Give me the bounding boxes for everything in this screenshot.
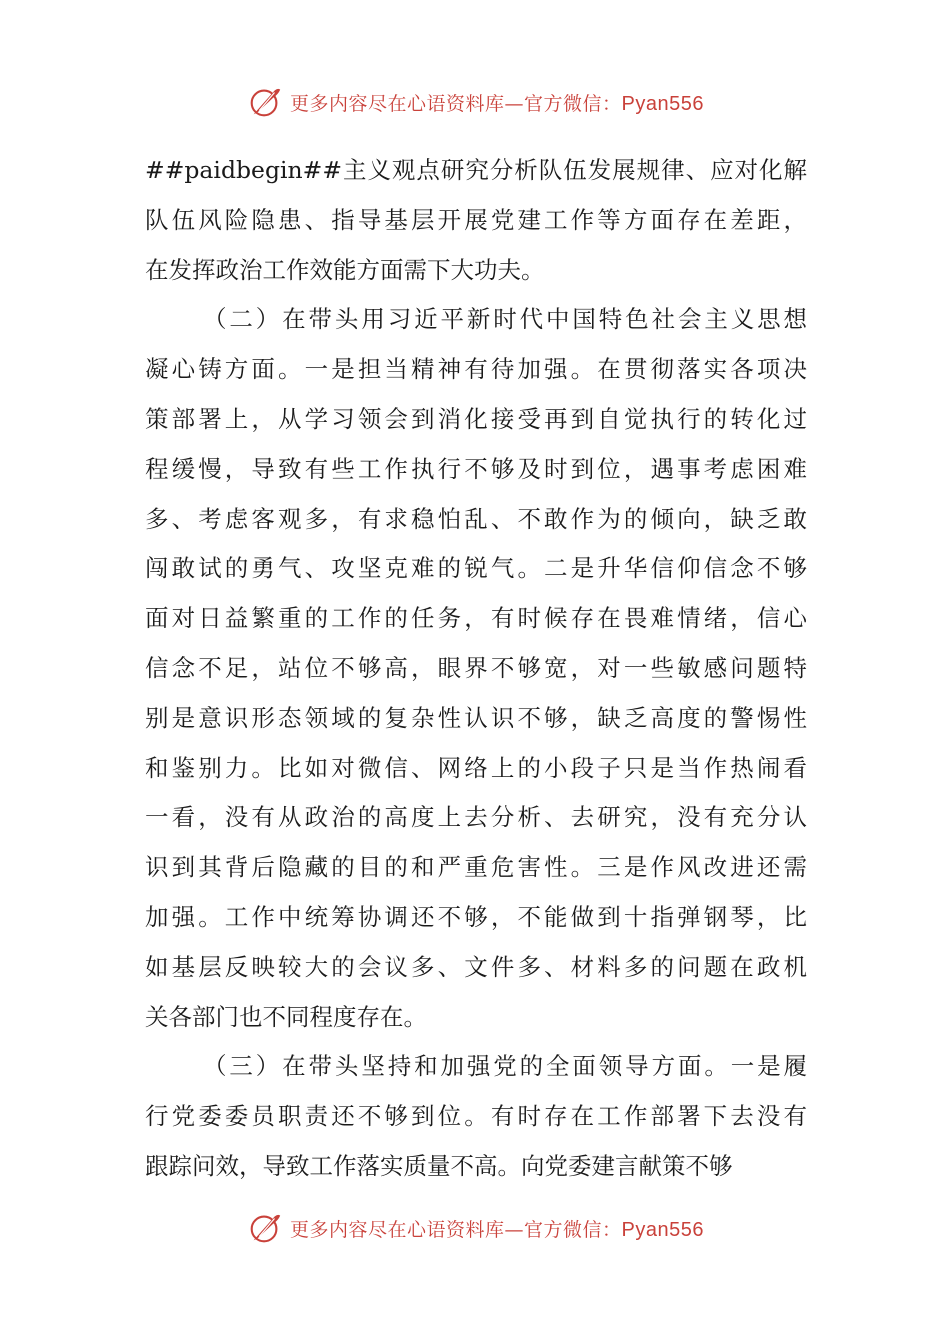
banner-text: 更多内容尽在心语资料库—官方微信：Pyan556 <box>290 1218 704 1241</box>
paragraph-line: 跟踪问效，导致工作落实质量不高。向党委建言献策不够 <box>145 1151 733 1180</box>
wechat-handle: Pyan556 <box>621 1218 704 1241</box>
paragraph-line: 凝心铸方面。一是担当精神有待加强。在贯彻落实各项决 <box>145 355 807 384</box>
header-banner <box>0 80 950 124</box>
document-body <box>145 146 807 1192</box>
footer-banner <box>0 1206 950 1250</box>
paragraph <box>145 295 807 1042</box>
paragraph-line: 在发挥政治工作效能方面需下大功夫。 <box>145 255 545 284</box>
paragraph-line: 和鉴别力。比如对微信、网络上的小段子只是当作热闹看 <box>145 753 807 782</box>
paragraph-line: 如基层反映较大的会议多、文件多、材料多的问题在政机 <box>145 952 807 981</box>
paragraph-line: （二）在带头用习近平新时代中国特色社会主义思想 <box>203 305 807 334</box>
paragraph-line: 程缓慢，导致有些工作执行不够及时到位，遇事考虑困难 <box>145 454 807 483</box>
paragraph <box>145 146 807 295</box>
paragraph <box>145 1042 807 1191</box>
paragraph-line: 识到其背后隐藏的目的和严重危害性。三是作风改进还需 <box>145 853 807 882</box>
quill-logo-icon <box>246 83 284 121</box>
paragraph-line: 闯敢试的勇气、攻坚克难的锐气。二是升华信仰信念不够 <box>145 554 807 583</box>
paragraph-line: 关各部门也不同程度存在。 <box>145 1002 427 1031</box>
paragraph-line: 信念不足，站位不够高，眼界不够宽，对一些敏感问题特 <box>145 653 807 682</box>
quill-logo-icon <box>246 1209 284 1247</box>
paragraph-line: 加强。工作中统筹协调还不够，不能做到十指弹钢琴，比 <box>145 902 807 931</box>
banner-text: 更多内容尽在心语资料库—官方微信：Pyan556 <box>290 92 704 115</box>
paragraph-line: 策部署上，从学习领会到消化接受再到自觉执行的转化过 <box>145 404 807 433</box>
paragraph-line: ##paidbegin##主义观点研究分析队伍发展规律、应对化解 <box>145 156 807 184</box>
paragraph-line: 一看，没有从政治的高度上去分析、去研究，没有充分认 <box>145 803 807 832</box>
wechat-handle: Pyan556 <box>621 92 704 115</box>
paragraph-line: 多、考虑客观多，有求稳怕乱、不敢作为的倾向，缺乏敢 <box>145 504 807 533</box>
paragraph-line: 行党委委员职责还不够到位。有时存在工作部署下去没有 <box>145 1102 807 1131</box>
paragraph-line: （三）在带头坚持和加强党的全面领导方面。一是履 <box>203 1052 807 1081</box>
paragraph-line: 别是意识形态领域的复杂性认识不够，缺乏高度的警惕性 <box>145 703 807 732</box>
paragraph-line: 队伍风险隐患、指导基层开展党建工作等方面存在差距， <box>145 205 807 234</box>
paragraph-line: 面对日益繁重的工作的任务，有时候存在畏难情绪，信心 <box>145 604 807 633</box>
